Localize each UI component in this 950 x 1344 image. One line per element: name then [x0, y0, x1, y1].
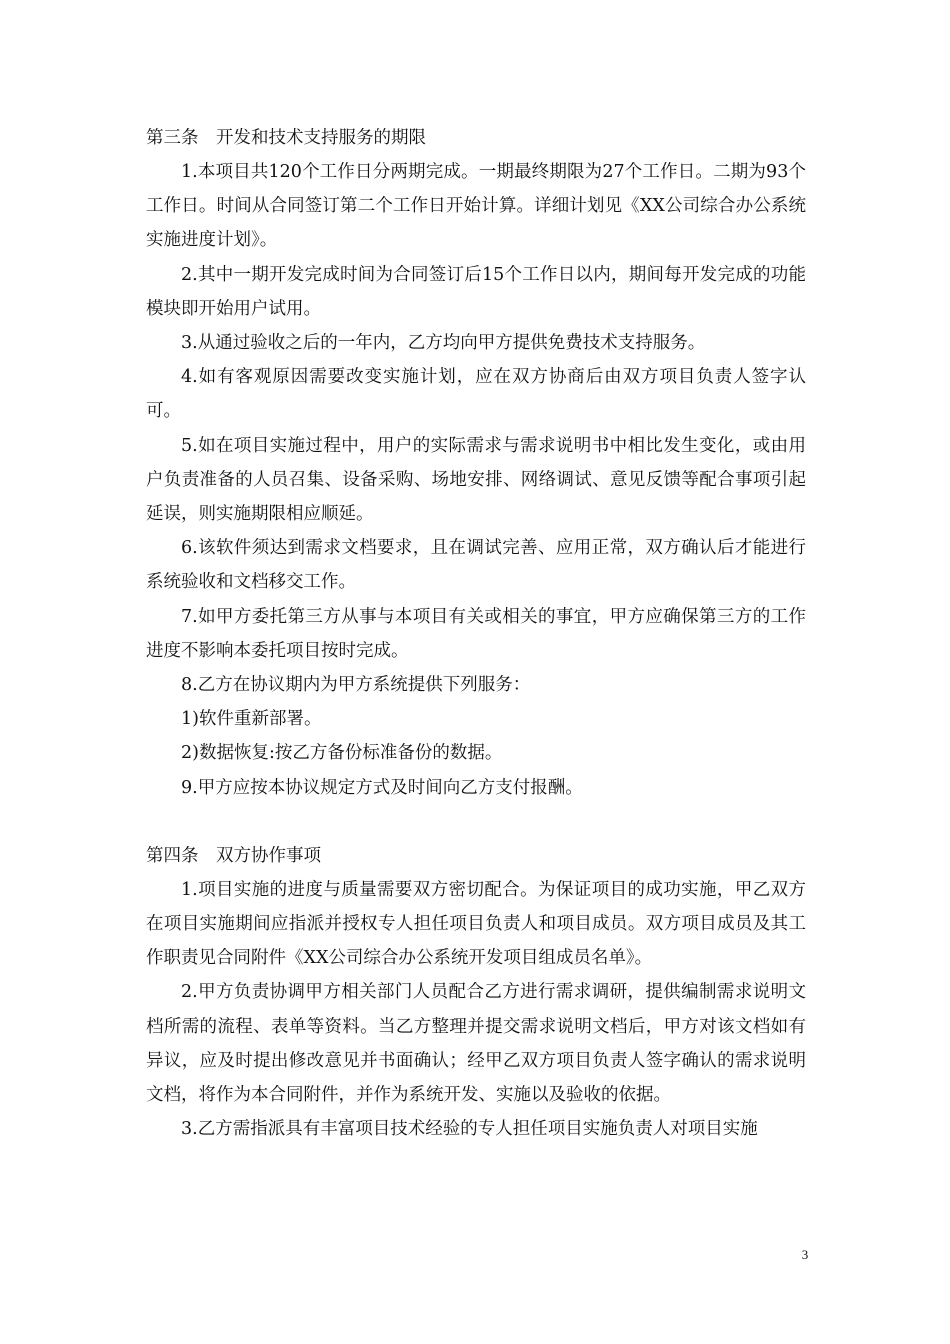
paragraph: 3.从通过验收之后的一年内，乙方均向甲方提供免费技术支持服务。 — [181, 333, 706, 354]
section-heading: 第四条 双方协作事项 — [146, 845, 321, 866]
section-article-4 — [146, 839, 806, 1147]
paragraph: 7.如甲方委托第三方从事与本项目有关或相关的事宜，甲方应确保第三方的工作进度不影响本委托项目按时完成。 — [146, 606, 806, 661]
paragraph: 1.本项目共120个工作日分两期完成。一期最终期限为27个工作日。二期为93个工作日。时间从合同签订第二个工作日开始计算。详细计划见《XX公司综合办公系统实施进度计划》。 — [146, 162, 806, 251]
paragraph: 3.乙方需指派具有丰富项目技术经验的专人担任项目实施负责人对项目实施 — [181, 1119, 758, 1140]
document-body — [146, 121, 806, 1146]
paragraph: 8.乙方在协议期内为甲方系统提供下列服务： — [181, 675, 531, 696]
paragraph: 1)软件重新部署。 — [181, 709, 322, 730]
paragraph: 1.项目实施的进度与质量需要双方密切配合。为保证项目的成功实施，甲乙双方在项目实施期间应指派并授权专人担任项目负责人和项目成员。双方项目成员及其工作职责见合同附件《XX公司综合办公系统开发项目组成员名单》。 — [146, 879, 806, 969]
paragraph: 2.其中一期开发完成时间为合同签订后15个工作日以内，期间每开发完成的功能模块即开始用户试用。 — [146, 264, 806, 319]
section-heading: 第三条 开发和技术支持服务的期限 — [146, 128, 426, 148]
section-spacer — [146, 805, 806, 839]
paragraph: 5.如在项目实施过程中，用户的实际需求与需求说明书中相比发生变化，或由用户负责准备的人员召集、设备采购、场地安排、网络调试、意见反馈等配合事项引起延误，则实施期限相应顺延。 — [146, 435, 806, 525]
paragraph: 6.该软件须达到需求文档要求，且在调试完善、应用正常，双方确认后才能进行系统验收和文档移交工作。 — [146, 538, 806, 593]
section-article-3 — [146, 121, 806, 805]
page-number: 3 — [801, 1247, 809, 1262]
paragraph: 9.甲方应按本协议规定方式及时间向乙方支付报酬。 — [181, 777, 583, 798]
paragraph: 4.如有客观原因需要改变实施计划，应在双方协商后由双方项目负责人签字认可。 — [146, 367, 806, 422]
paragraph: 2.甲方负责协调甲方相关部门人员配合乙方进行需求调研，提供编制需求说明文档所需的流程、表单等资料。当乙方整理并提交需求说明文档后，甲方对该文档如有异议，应及时提出修改意见并书面确认；经甲乙双方项目负责人签字确认的需求说明文档，将作为本合同附件，并作为系统开发、实施以及验收的依据。 — [146, 982, 806, 1106]
paragraph: 2)数据恢复:按乙方备份标准备份的数据。 — [181, 743, 503, 764]
